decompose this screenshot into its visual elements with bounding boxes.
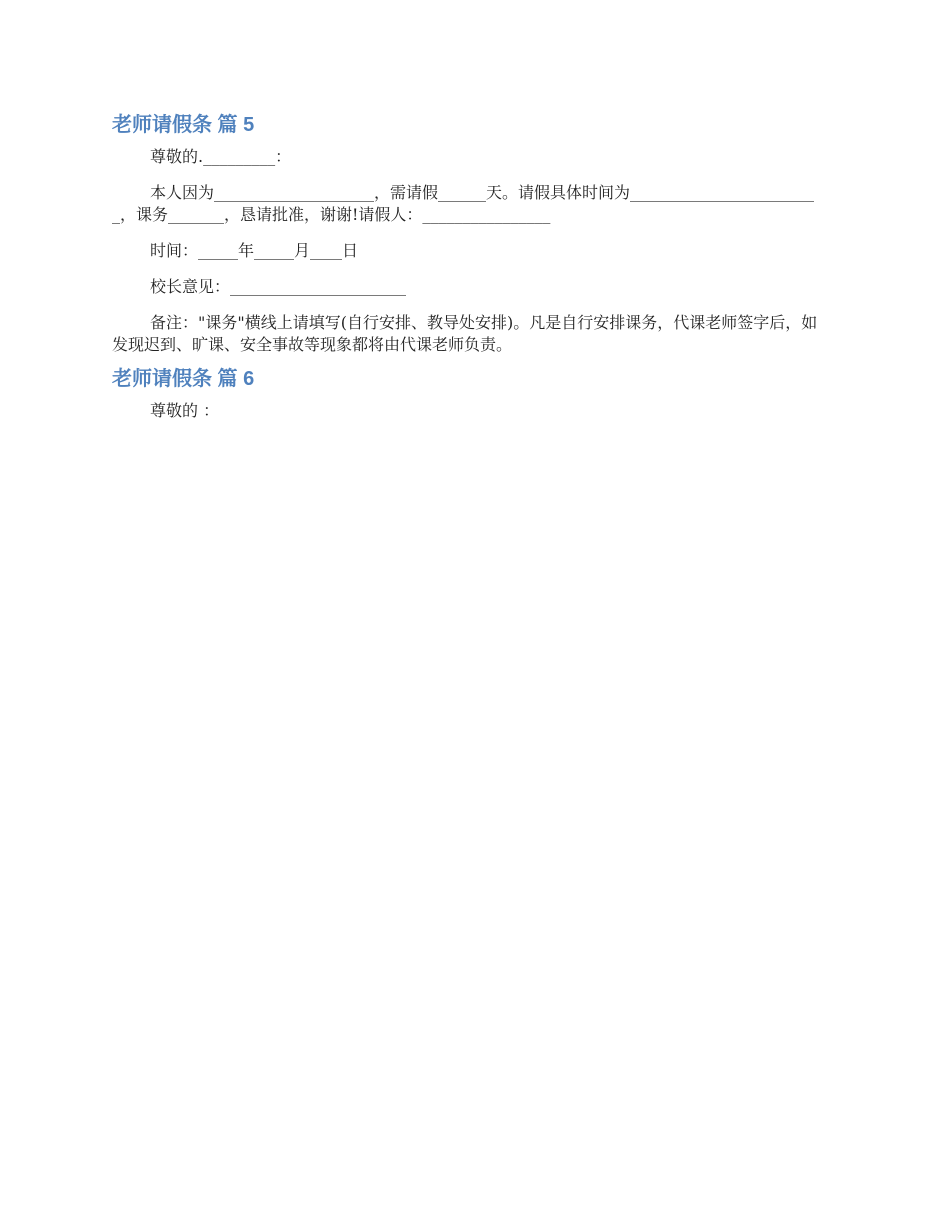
section-title-5: 老师请假条 篇 5	[112, 114, 255, 136]
section-title-6: 老师请假条 篇 6	[112, 368, 255, 390]
salutation: 尊敬的._________：	[150, 147, 292, 166]
salutation-6: 尊敬的 ：	[150, 401, 220, 420]
document-body	[112, 110, 832, 422]
remark-paragraph: 备注："课务"横线上请填写(自行安排、教导处安排)。凡是自行安排课务，代课老师签字后，如发现迟到、旷课、安全事故等现象都将由代课老师负责。	[112, 313, 818, 354]
date-line: 时间：_____年_____月____日	[150, 241, 359, 260]
principal-opinion-line: 校长意见：______________________	[150, 277, 407, 296]
leave-reason-paragraph: 本人因为____________________，需请假______天。请假具体时间为________________________，课务_______，恳请批准，谢谢!请假人：________________	[112, 183, 815, 224]
